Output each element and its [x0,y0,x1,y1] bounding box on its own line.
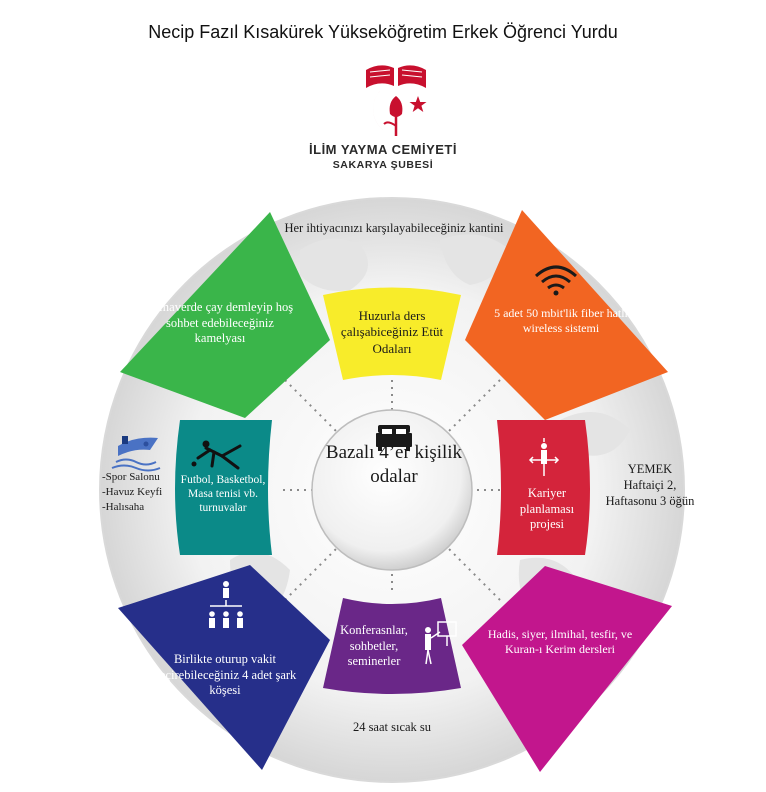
page-title: Necip Fazıl Kısakürek Yükseköğretim Erkek Öğrenci Yurdu [148,22,618,42]
konferans-label: Konferasnlar, sohbetler, seminerler [340,623,408,669]
kariyer-label: Kariyer planlaması projesi [519,486,575,532]
org-name: İLİM YAYMA CEMİYETİ [309,142,457,157]
spor-item-1: -Spor Salonu [102,471,160,483]
sark-label: Birlikte oturup vakit geçirebileceğiniz 4 adet şark köşesi [153,652,297,698]
etut-label: Huzurla ders çalışabiceğiniz Etüt Odaları [340,308,444,356]
wireless-label: 5 adet 50 mbit'lik fiber hatlı wireless sistemi [494,306,628,335]
sicak-su-text: 24 saat sıcak su [352,720,432,734]
org-branch: SAKARYA ŞUBESİ [332,159,434,171]
spor-item-3: -Halısaha [102,500,145,513]
kamelya-label: Semaverde çay demleyip hoş sohbet edebileceğiniz kamelyası [146,300,294,346]
yemek-title: YEMEK [627,462,673,476]
center-label: Bazalı 4’er kişilik odalar [325,442,463,487]
spor-item-2: -Havuz Keyfi [102,485,163,498]
spor-list [102,470,182,515]
hadis-label: Hadis, siyer, ilmihal, tesfir, ve Kuran-ı Kerim dersleri [487,627,633,656]
kantin-text: Her ihtiyacınızı karşılayabileceğiniz kantini [284,221,504,235]
yemek-detail: Haftaiçi 2, Haftasonu 3 öğün [605,478,695,508]
futbol-label: Futbol, Basketbol, Masa tenisi vb. turnuvalar [180,474,266,514]
